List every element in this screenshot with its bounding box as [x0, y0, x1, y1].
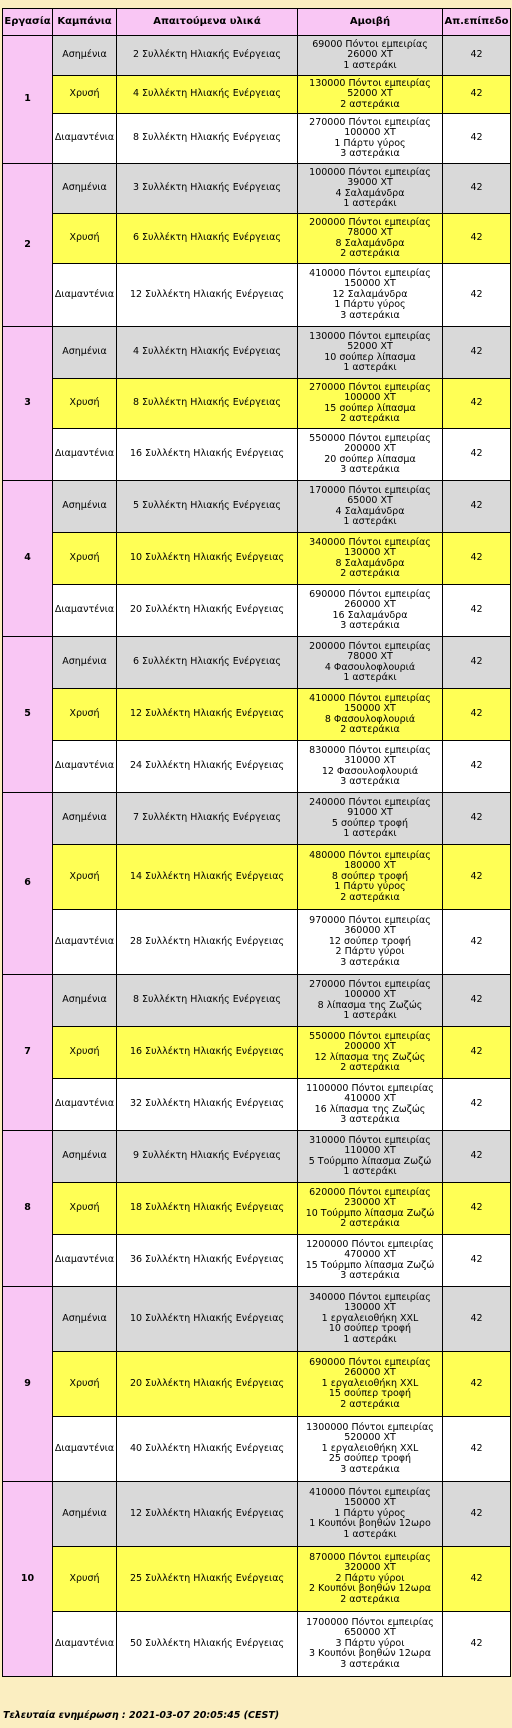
- materials-cell: 32 Συλλέκτη Ηλιακής Ενέργειας: [117, 1079, 298, 1131]
- task-number: 9: [3, 1287, 53, 1482]
- level-cell: 42: [443, 585, 511, 637]
- reward-line: 2 αστεράκια: [340, 413, 400, 424]
- materials-cell: 16 Συλλέκτη Ηλιακής Ενέργειας: [117, 1027, 298, 1079]
- table-row: [3, 1547, 511, 1612]
- table-row: [3, 975, 511, 1027]
- reward-line: 270000 Πόντοι εμπειρίας: [309, 381, 431, 393]
- header-reward: Αμοιβή: [298, 9, 443, 36]
- reward-line: 2 αστεράκια: [340, 248, 400, 259]
- reward-line: 520000 ΧΤ: [344, 1432, 396, 1444]
- table-row: [3, 379, 511, 429]
- table-row: [3, 1027, 511, 1079]
- level-cell: 42: [443, 1235, 511, 1287]
- reward-line: 2 Κουπόνι βοηθών 12ωρα: [308, 1583, 431, 1595]
- table-row: [3, 1131, 511, 1183]
- reward-cell: [298, 264, 443, 327]
- reward-line: 1700000 Πόντοι εμπειρίας: [306, 1616, 434, 1628]
- level-cell: 42: [443, 1547, 511, 1612]
- reward-line: 3 Κουπόνι βοηθών 12ωρα: [308, 1648, 431, 1660]
- table-row: [3, 164, 511, 214]
- level-cell: 42: [443, 1352, 511, 1417]
- materials-cell: 3 Συλλέκτη Ηλιακής Ενέργειας: [117, 164, 298, 214]
- task-number: 6: [3, 793, 53, 975]
- reward-cell: [298, 1131, 443, 1183]
- reward-line: 1 αστεράκι: [343, 1010, 397, 1021]
- reward-line: 3 αστεράκια: [340, 464, 400, 475]
- reward-line: 410000 Πόντοι εμπειρίας: [309, 692, 431, 704]
- level-cell: 42: [443, 1417, 511, 1482]
- reward-line: 1 αστεράκι: [343, 1333, 397, 1345]
- materials-cell: 8 Συλλέκτη Ηλιακής Ενέργειας: [117, 975, 298, 1027]
- reward-line: 310000 Πόντοι εμπειρίας: [309, 1134, 431, 1146]
- materials-cell: 2 Συλλέκτη Ηλιακής Ενέργειας: [117, 36, 298, 76]
- reward-line: 52000 ΧΤ: [347, 88, 393, 100]
- last-updated: Τελευταία ενημέρωση : 2021-03-07 20:05:45 (CEST): [3, 1710, 280, 1721]
- reward-line: 480000 Πόντοι εμπειρίας: [309, 849, 431, 861]
- materials-cell: 10 Συλλέκτη Ηλιακής Ενέργειας: [117, 1287, 298, 1352]
- reward-line: 410000 Πόντοι εμπειρίας: [309, 1486, 431, 1498]
- campaign-cell: Διαμαντένια: [53, 1235, 117, 1287]
- campaign-cell: Ασημένια: [53, 36, 117, 76]
- table-row: [3, 689, 511, 741]
- reward-line: 15 σούπερ τροφή: [328, 1388, 412, 1400]
- reward-line: 26000 ΧΤ: [347, 49, 393, 61]
- campaign-cell: Ασημένια: [53, 1482, 117, 1547]
- level-cell: 42: [443, 1079, 511, 1131]
- materials-cell: 4 Συλλέκτη Ηλιακής Ενέργειας: [117, 327, 298, 379]
- task-number: 4: [3, 481, 53, 637]
- reward-line: 1 αστεράκι: [343, 59, 397, 71]
- reward-line: 100000 ΧΤ: [344, 989, 396, 1000]
- reward-cell: [298, 1235, 443, 1287]
- header-level: Απ.επίπεδο: [443, 9, 511, 36]
- reward-line: 550000 Πόντοι εμπειρίας: [309, 1030, 431, 1042]
- reward-line: 8 Σαλαμάνδρα: [335, 237, 405, 249]
- reward-line: 2 αστεράκια: [340, 724, 400, 735]
- materials-cell: 24 Συλλέκτη Ηλιακής Ενέργειας: [117, 741, 298, 793]
- materials-cell: 28 Συλλέκτη Ηλιακής Ενέργειας: [117, 910, 298, 975]
- materials-cell: 12 Συλλέκτη Ηλιακής Ενέργειας: [117, 689, 298, 741]
- reward-line: 270000 Πόντοι εμπειρίας: [309, 978, 431, 990]
- materials-cell: 10 Συλλέκτη Ηλιακής Ενέργειας: [117, 533, 298, 585]
- reward-line: 200000 Πόντοι εμπειρίας: [309, 216, 431, 228]
- reward-cell: [298, 1287, 443, 1352]
- materials-cell: 36 Συλλέκτη Ηλιακής Ενέργειας: [117, 1235, 298, 1287]
- reward-line: 15 σούπερ λίπασμα: [324, 402, 416, 414]
- level-cell: 42: [443, 264, 511, 327]
- reward-line: 320000 ΧΤ: [344, 1562, 396, 1574]
- tasks-table: [2, 8, 511, 1677]
- level-cell: 42: [443, 741, 511, 793]
- reward-line: 230000 ΧΤ: [344, 1197, 396, 1208]
- reward-cell: [298, 689, 443, 741]
- reward-line: 130000 ΧΤ: [344, 547, 396, 558]
- materials-cell: 8 Συλλέκτη Ηλιακής Ενέργειας: [117, 379, 298, 429]
- reward-line: 3 αστεράκια: [340, 1463, 400, 1475]
- materials-cell: 12 Συλλέκτη Ηλιακής Ενέργειας: [117, 264, 298, 327]
- reward-line: 1 αστεράκι: [343, 362, 397, 373]
- level-cell: 42: [443, 637, 511, 689]
- level-cell: 42: [443, 1027, 511, 1079]
- table-row: [3, 741, 511, 793]
- reward-line: 870000 Πόντοι εμπειρίας: [309, 1551, 431, 1563]
- table-row: [3, 1417, 511, 1482]
- reward-cell: [298, 910, 443, 975]
- level-cell: 42: [443, 114, 511, 164]
- level-cell: 42: [443, 327, 511, 379]
- table-row: [3, 910, 511, 975]
- level-cell: 42: [443, 36, 511, 76]
- table-body: [3, 36, 511, 1677]
- reward-line: 8 Σαλαμάνδρα: [335, 557, 405, 569]
- reward-line: 260000 ΧΤ: [344, 599, 396, 610]
- reward-line: 4 Σαλαμάνδρα: [335, 505, 405, 517]
- table-row: [3, 114, 511, 164]
- reward-line: 270000 Πόντοι εμπειρίας: [309, 116, 431, 128]
- task-number: 8: [3, 1131, 53, 1287]
- level-cell: 42: [443, 214, 511, 264]
- task-number: 1: [3, 36, 53, 164]
- reward-line: 78000 ΧΤ: [347, 651, 393, 662]
- reward-line: 5 Τούρμπο λίπασμα Ζωζώ: [308, 1155, 432, 1167]
- level-cell: 42: [443, 533, 511, 585]
- reward-line: 2 αστεράκια: [340, 891, 400, 903]
- reward-line: 8 λίπασμα της Ζωζώς: [317, 999, 423, 1011]
- materials-cell: 40 Συλλέκτη Ηλιακής Ενέργειας: [117, 1417, 298, 1482]
- reward-line: 1 αστεράκι: [343, 1166, 397, 1177]
- reward-line: 3 αστεράκια: [340, 620, 400, 631]
- level-cell: 42: [443, 76, 511, 114]
- level-cell: 42: [443, 379, 511, 429]
- reward-line: 3 αστεράκια: [340, 309, 400, 321]
- reward-line: 12 σούπερ τροφή: [328, 935, 412, 947]
- reward-line: 110000 ΧΤ: [344, 1145, 396, 1156]
- campaign-cell: Διαμαντένια: [53, 114, 117, 164]
- reward-line: 2 αστεράκια: [340, 1398, 400, 1410]
- reward-line: 2 αστεράκια: [340, 1593, 400, 1605]
- reward-line: 360000 ΧΤ: [344, 925, 396, 937]
- reward-line: 4 Σαλαμάνδρα: [335, 187, 405, 199]
- reward-line: 8 Φασουλοφλουριά: [324, 713, 416, 725]
- reward-cell: [298, 114, 443, 164]
- reward-line: 620000 Πόντοι εμπειρίας: [309, 1186, 431, 1198]
- reward-cell: [298, 164, 443, 214]
- reward-line: 340000 Πόντοι εμπειρίας: [309, 1291, 431, 1303]
- level-cell: 42: [443, 910, 511, 975]
- reward-line: 65000 ΧΤ: [347, 495, 393, 506]
- campaign-cell: Διαμαντένια: [53, 585, 117, 637]
- campaign-cell: Χρυσή: [53, 845, 117, 910]
- reward-line: 970000 Πόντοι εμπειρίας: [309, 914, 431, 926]
- reward-line: 16 λίπασμα της Ζωζώς: [314, 1103, 426, 1115]
- level-cell: 42: [443, 1131, 511, 1183]
- level-cell: 42: [443, 1482, 511, 1547]
- reward-line: 1 Πάρτυ γύρος: [334, 881, 406, 893]
- materials-cell: 12 Συλλέκτη Ηλιακής Ενέργειας: [117, 1482, 298, 1547]
- reward-line: 1 αστεράκι: [343, 516, 397, 527]
- reward-line: 3 αστεράκια: [340, 1658, 400, 1670]
- campaign-cell: Ασημένια: [53, 481, 117, 533]
- reward-cell: [298, 975, 443, 1027]
- reward-line: 2 Πάρτυ γύροι: [335, 946, 405, 958]
- materials-cell: 4 Συλλέκτη Ηλιακής Ενέργειας: [117, 76, 298, 114]
- reward-line: 1 Πάρτυ γύρος: [334, 1507, 406, 1519]
- table-wrapper: [2, 8, 510, 1677]
- reward-line: 2 Πάρτυ γύροι: [335, 1572, 405, 1584]
- reward-line: 1 εργαλειοθήκη XXL: [321, 1442, 419, 1454]
- table-row: [3, 1287, 511, 1352]
- reward-line: 2 αστεράκια: [340, 1218, 400, 1229]
- campaign-cell: Διαμαντένια: [53, 1079, 117, 1131]
- table-row: [3, 76, 511, 114]
- campaign-cell: Χρυσή: [53, 1027, 117, 1079]
- reward-cell: [298, 793, 443, 845]
- reward-cell: [298, 327, 443, 379]
- reward-cell: [298, 429, 443, 481]
- campaign-cell: Χρυσή: [53, 533, 117, 585]
- reward-line: 150000 ΧΤ: [344, 278, 396, 290]
- reward-cell: [298, 845, 443, 910]
- reward-line: 20 σούπερ λίπασμα: [324, 453, 416, 465]
- reward-line: 25 σούπερ τροφή: [328, 1453, 412, 1465]
- reward-cell: [298, 481, 443, 533]
- campaign-cell: Χρυσή: [53, 379, 117, 429]
- campaign-cell: Διαμαντένια: [53, 1612, 117, 1677]
- table-row: [3, 327, 511, 379]
- reward-line: 3 αστεράκια: [340, 148, 400, 159]
- campaign-cell: Χρυσή: [53, 1352, 117, 1417]
- table-row: [3, 793, 511, 845]
- reward-line: 1 Πάρτυ γύρος: [334, 137, 406, 149]
- materials-cell: 50 Συλλέκτη Ηλιακής Ενέργειας: [117, 1612, 298, 1677]
- task-number: 10: [3, 1482, 53, 1677]
- task-number: 5: [3, 637, 53, 793]
- reward-line: 1 Κουπόνι βοηθών 12ωρο: [309, 1518, 431, 1530]
- reward-line: 3 αστεράκια: [340, 776, 400, 787]
- reward-line: 3 αστεράκια: [340, 1114, 400, 1125]
- reward-line: 12 Φασουλοφλουριά: [321, 765, 419, 777]
- reward-line: 1100000 Πόντοι εμπειρίας: [306, 1082, 434, 1094]
- reward-line: 78000 ΧΤ: [347, 227, 393, 238]
- reward-line: 150000 ΧΤ: [344, 703, 396, 714]
- campaign-cell: Διαμαντένια: [53, 429, 117, 481]
- campaign-cell: Ασημένια: [53, 327, 117, 379]
- task-number: 3: [3, 327, 53, 481]
- reward-line: 690000 Πόντοι εμπειρίας: [309, 588, 431, 600]
- table-row: [3, 637, 511, 689]
- materials-cell: 14 Συλλέκτη Ηλιακής Ενέργειας: [117, 845, 298, 910]
- reward-cell: [298, 1417, 443, 1482]
- level-cell: 42: [443, 845, 511, 910]
- reward-cell: [298, 1027, 443, 1079]
- reward-line: 410000 Πόντοι εμπειρίας: [309, 267, 431, 279]
- campaign-cell: Ασημένια: [53, 637, 117, 689]
- materials-cell: 20 Συλλέκτη Ηλιακής Ενέργειας: [117, 585, 298, 637]
- table-row: [3, 1079, 511, 1131]
- campaign-cell: Ασημένια: [53, 975, 117, 1027]
- campaign-cell: Διαμαντένια: [53, 741, 117, 793]
- level-cell: 42: [443, 429, 511, 481]
- campaign-cell: Διαμαντένια: [53, 264, 117, 327]
- materials-cell: 16 Συλλέκτη Ηλιακής Ενέργειας: [117, 429, 298, 481]
- reward-line: 100000 Πόντοι εμπειρίας: [309, 166, 431, 178]
- header-row: [3, 9, 511, 36]
- campaign-cell: Ασημένια: [53, 164, 117, 214]
- reward-line: 39000 ΧΤ: [347, 177, 393, 188]
- reward-line: 3 αστεράκια: [340, 956, 400, 968]
- reward-line: 8 σούπερ τροφή: [331, 870, 409, 882]
- reward-line: 1 αστεράκι: [343, 1528, 397, 1540]
- campaign-cell: Χρυσή: [53, 1547, 117, 1612]
- reward-line: 470000 ΧΤ: [344, 1249, 396, 1260]
- reward-cell: [298, 1482, 443, 1547]
- table-row: [3, 1612, 511, 1677]
- reward-line: 10 Τούρμπο λίπασμα Ζωζώ: [305, 1207, 435, 1219]
- reward-cell: [298, 76, 443, 114]
- reward-cell: [298, 1612, 443, 1677]
- materials-cell: 8 Συλλέκτη Ηλιακής Ενέργειας: [117, 114, 298, 164]
- campaign-cell: Χρυσή: [53, 214, 117, 264]
- reward-line: 260000 ΧΤ: [344, 1367, 396, 1379]
- reward-line: 180000 ΧΤ: [344, 860, 396, 872]
- level-cell: 42: [443, 1287, 511, 1352]
- reward-line: 10 σούπερ τροφή: [328, 1323, 412, 1335]
- reward-line: 1 αστεράκι: [343, 198, 397, 209]
- reward-cell: [298, 1352, 443, 1417]
- reward-line: 830000 Πόντοι εμπειρίας: [309, 744, 431, 756]
- reward-line: 69000 Πόντοι εμπειρίας: [312, 38, 428, 50]
- level-cell: 42: [443, 1183, 511, 1235]
- table-row: [3, 214, 511, 264]
- header-campaign: Καμπάνια: [53, 9, 117, 36]
- campaign-cell: Χρυσή: [53, 1183, 117, 1235]
- table-row: [3, 585, 511, 637]
- reward-cell: [298, 379, 443, 429]
- table-row: [3, 1235, 511, 1287]
- materials-cell: 25 Συλλέκτη Ηλιακής Ενέργειας: [117, 1547, 298, 1612]
- table-row: [3, 429, 511, 481]
- reward-line: 1 αστεράκι: [343, 828, 397, 839]
- task-number: 7: [3, 975, 53, 1131]
- reward-line: 550000 Πόντοι εμπειρίας: [309, 432, 431, 444]
- reward-cell: [298, 1183, 443, 1235]
- reward-line: 15 Τούρμπο λίπασμα Ζωζώ: [305, 1259, 435, 1271]
- reward-line: 16 Σαλαμάνδρα: [332, 609, 408, 621]
- reward-line: 200000 ΧΤ: [344, 1041, 396, 1052]
- table-row: [3, 1183, 511, 1235]
- level-cell: 42: [443, 481, 511, 533]
- reward-line: 100000 ΧΤ: [344, 127, 396, 138]
- reward-line: 5 σούπερ τροφή: [331, 817, 409, 829]
- campaign-cell: Χρυσή: [53, 76, 117, 114]
- reward-cell: [298, 741, 443, 793]
- reward-line: 100000 ΧΤ: [344, 392, 396, 403]
- reward-line: 1 εργαλειοθήκη XXL: [321, 1377, 419, 1389]
- reward-cell: [298, 214, 443, 264]
- reward-line: 170000 Πόντοι εμπειρίας: [309, 484, 431, 496]
- campaign-cell: Διαμαντένια: [53, 1417, 117, 1482]
- reward-line: 1300000 Πόντοι εμπειρίας: [306, 1421, 434, 1433]
- materials-cell: 9 Συλλέκτη Ηλιακής Ενέργειας: [117, 1131, 298, 1183]
- reward-line: 1200000 Πόντοι εμπειρίας: [306, 1238, 434, 1250]
- table-row: [3, 36, 511, 76]
- reward-line: 130000 Πόντοι εμπειρίας: [309, 330, 431, 342]
- reward-cell: [298, 36, 443, 76]
- reward-line: 200000 Πόντοι εμπειρίας: [309, 640, 431, 652]
- header-task: Εργασία: [3, 9, 53, 36]
- reward-line: 2 αστεράκια: [340, 568, 400, 579]
- campaign-cell: Ασημένια: [53, 1287, 117, 1352]
- materials-cell: 20 Συλλέκτη Ηλιακής Ενέργειας: [117, 1352, 298, 1417]
- reward-line: 1 αστεράκι: [343, 672, 397, 683]
- reward-line: 150000 ΧΤ: [344, 1497, 396, 1509]
- materials-cell: 7 Συλλέκτη Ηλιακής Ενέργειας: [117, 793, 298, 845]
- level-cell: 42: [443, 164, 511, 214]
- reward-line: 240000 Πόντοι εμπειρίας: [309, 796, 431, 808]
- reward-line: 130000 Πόντοι εμπειρίας: [309, 77, 431, 89]
- reward-line: 1 εργαλειοθήκη XXL: [321, 1312, 419, 1324]
- campaign-cell: Διαμαντένια: [53, 910, 117, 975]
- reward-cell: [298, 1079, 443, 1131]
- reward-line: 2 αστεράκια: [340, 98, 400, 110]
- table-row: [3, 533, 511, 585]
- reward-line: 690000 Πόντοι εμπειρίας: [309, 1356, 431, 1368]
- materials-cell: 5 Συλλέκτη Ηλιακής Ενέργειας: [117, 481, 298, 533]
- table-row: [3, 481, 511, 533]
- reward-line: 3 Πάρτυ γύροι: [335, 1637, 405, 1649]
- reward-line: 12 λίπασμα της Ζωζώς: [314, 1051, 426, 1063]
- reward-line: 340000 Πόντοι εμπειρίας: [309, 536, 431, 548]
- reward-line: 3 αστεράκια: [340, 1270, 400, 1281]
- reward-line: 52000 ΧΤ: [347, 341, 393, 352]
- reward-line: 650000 ΧΤ: [344, 1627, 396, 1639]
- materials-cell: 6 Συλλέκτη Ηλιακής Ενέργειας: [117, 637, 298, 689]
- table-row: [3, 1352, 511, 1417]
- reward-line: 91000 ΧΤ: [347, 807, 393, 818]
- table-row: [3, 264, 511, 327]
- reward-cell: [298, 1547, 443, 1612]
- materials-cell: 18 Συλλέκτη Ηλιακής Ενέργειας: [117, 1183, 298, 1235]
- reward-line: 130000 ΧΤ: [344, 1302, 396, 1314]
- campaign-cell: Ασημένια: [53, 793, 117, 845]
- reward-cell: [298, 637, 443, 689]
- reward-line: 10 σούπερ λίπασμα: [324, 351, 416, 363]
- reward-line: 12 Σαλαμάνδρα: [332, 288, 408, 300]
- table-row: [3, 1482, 511, 1547]
- reward-line: 4 Φασουλοφλουριά: [324, 661, 416, 673]
- level-cell: 42: [443, 1612, 511, 1677]
- reward-cell: [298, 585, 443, 637]
- campaign-cell: Χρυσή: [53, 689, 117, 741]
- reward-cell: [298, 533, 443, 585]
- task-number: 2: [3, 164, 53, 327]
- reward-line: 2 αστεράκια: [340, 1062, 400, 1073]
- reward-line: 310000 ΧΤ: [344, 755, 396, 766]
- level-cell: 42: [443, 975, 511, 1027]
- header-materials: Απαιτούμενα υλικά: [117, 9, 298, 36]
- level-cell: 42: [443, 793, 511, 845]
- materials-cell: 6 Συλλέκτη Ηλιακής Ενέργειας: [117, 214, 298, 264]
- reward-line: 200000 ΧΤ: [344, 443, 396, 454]
- campaign-cell: Ασημένια: [53, 1131, 117, 1183]
- level-cell: 42: [443, 689, 511, 741]
- table-row: [3, 845, 511, 910]
- reward-line: 410000 ΧΤ: [344, 1093, 396, 1104]
- reward-line: 1 Πάρτυ γύρος: [334, 299, 406, 311]
